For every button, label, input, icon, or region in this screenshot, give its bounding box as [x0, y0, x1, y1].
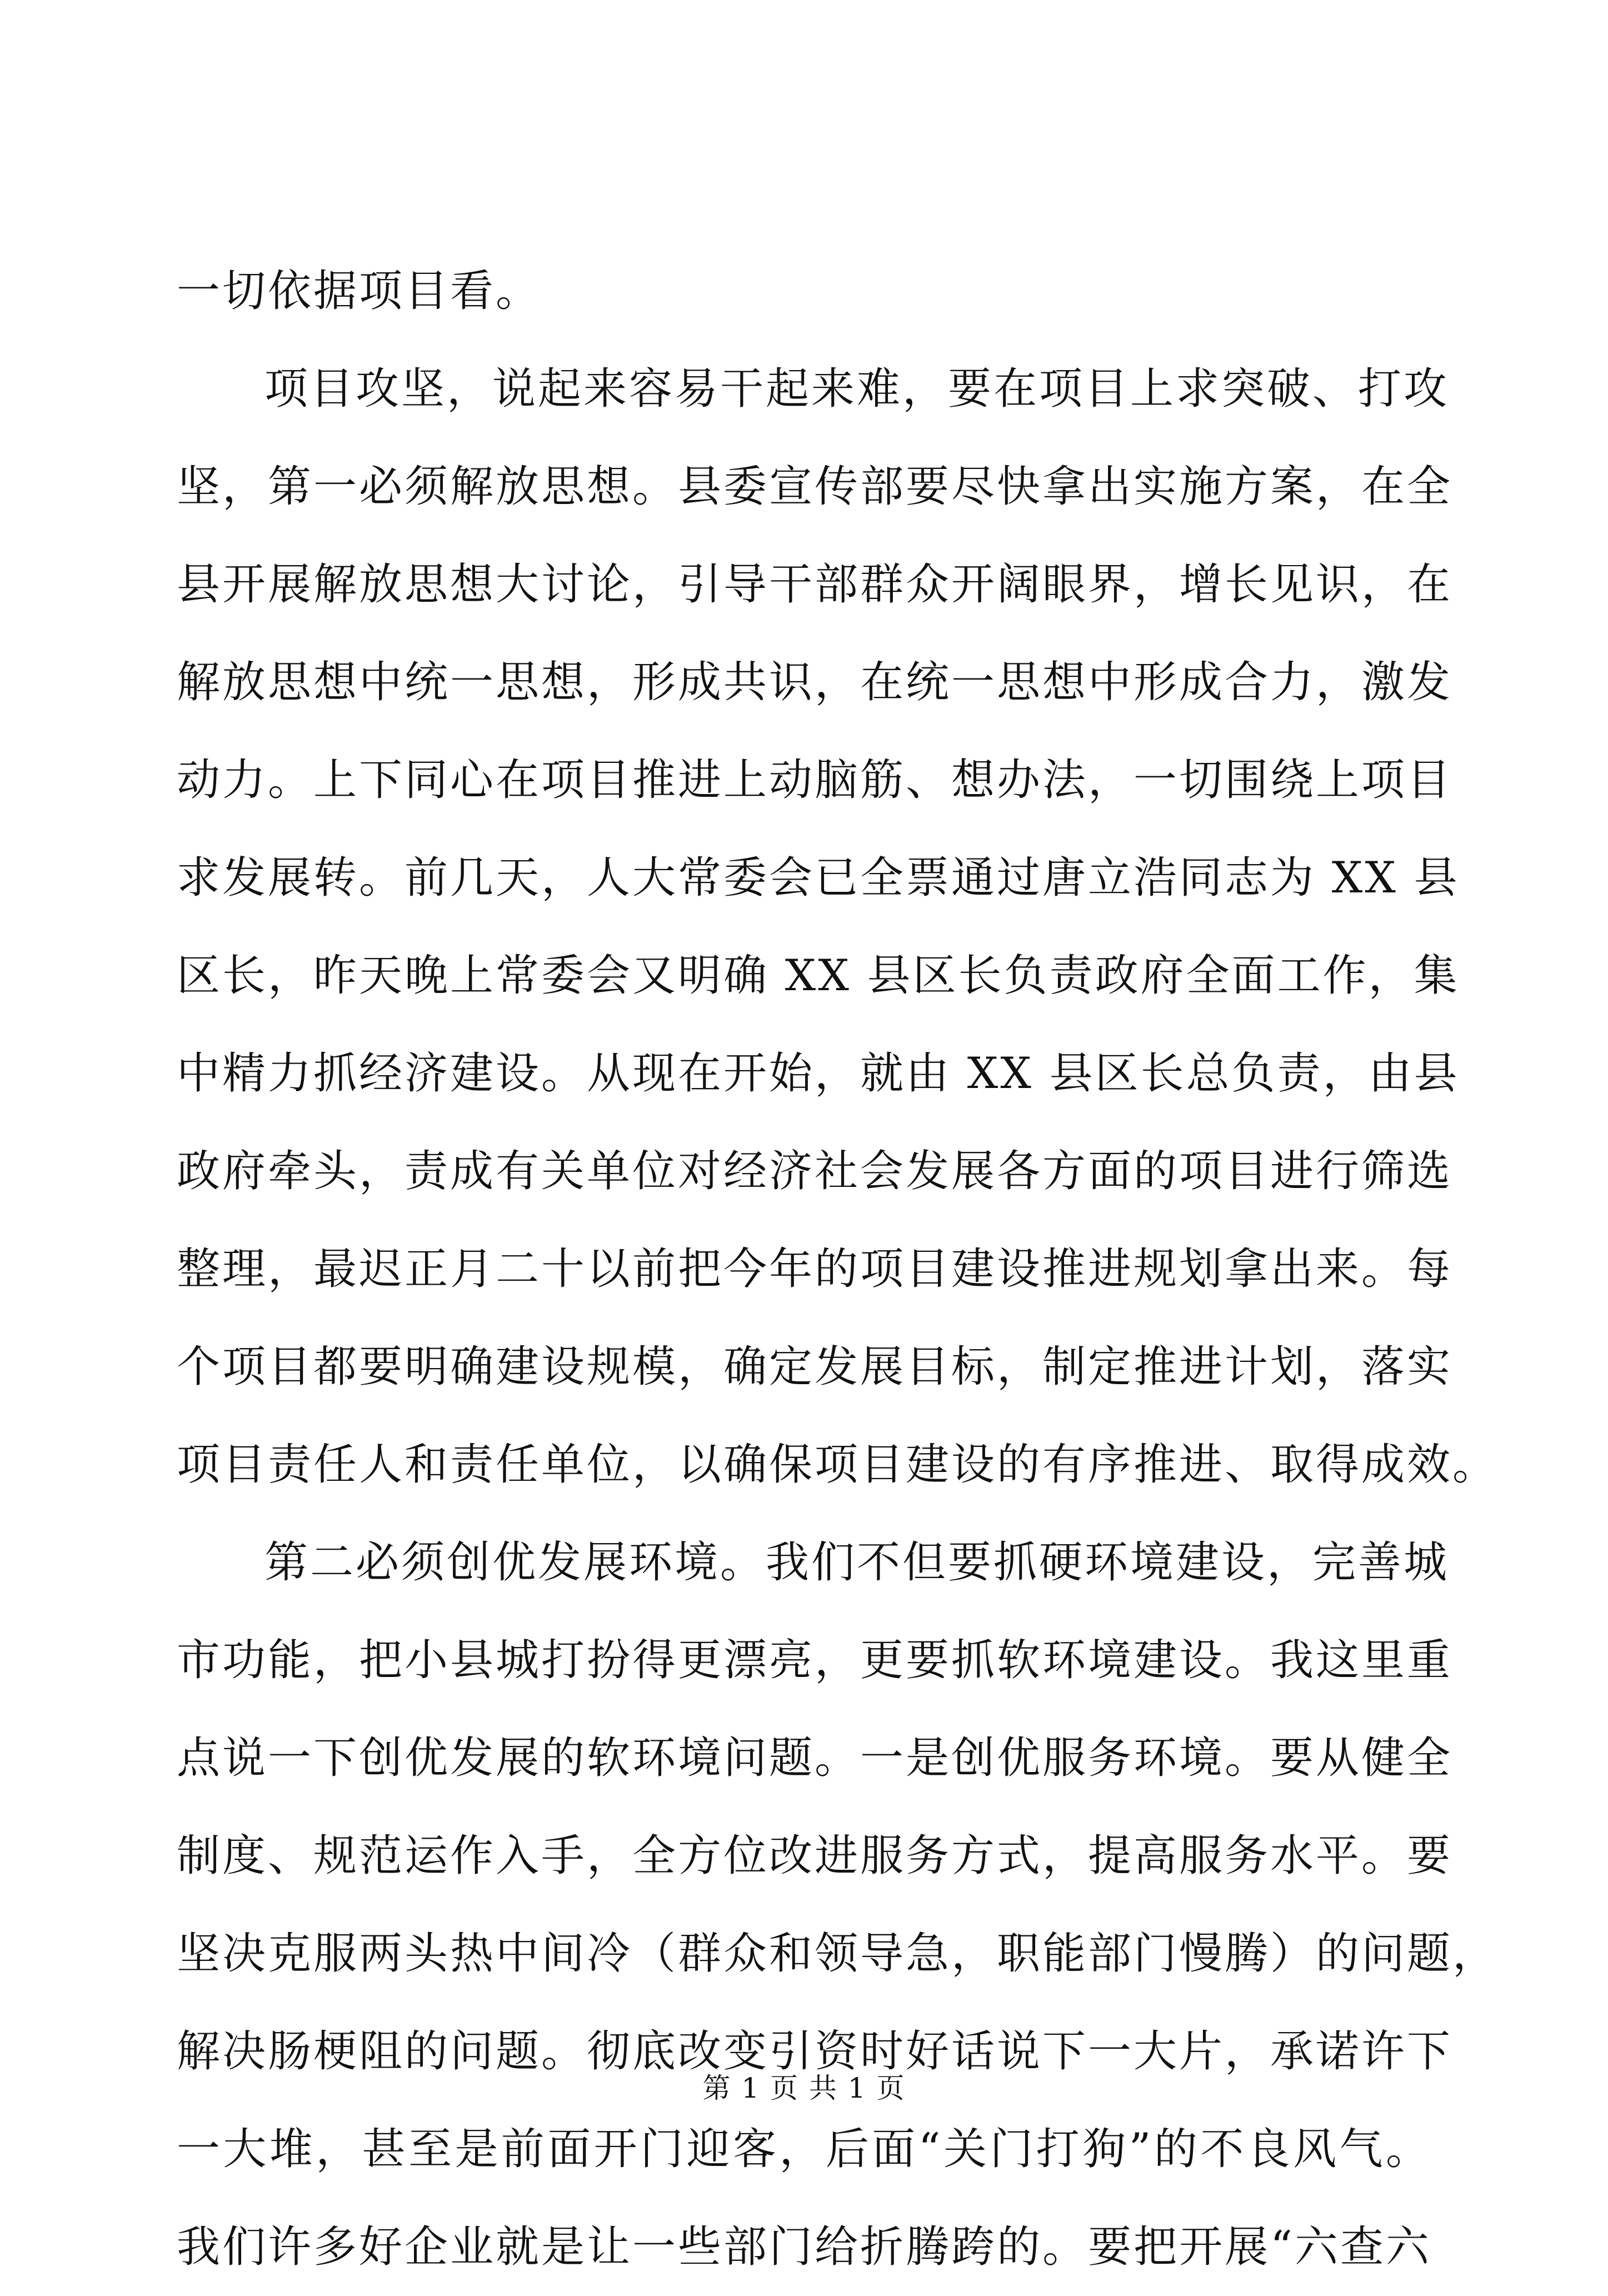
text-line: 点说一下创优发展的软环境问题。一是创优服务环境。要从健全 — [177, 1733, 1453, 1783]
text-line: 中精力抓经济建设。从现在开始，就由 XX 县区长总负责，由县 — [177, 1049, 1460, 1099]
body-text — [177, 242, 1499, 2296]
text-line: 一切依据项目看。 — [177, 266, 542, 316]
text-line: 项目责任人和责任单位，以确保项目建设的有序推进、取得成效。 — [177, 1440, 1499, 1490]
text-line: 一大堆，甚至是前面开门迎客，后面“关门打狗”的不良风气。 — [177, 2124, 1431, 2174]
text-line: 制度、规范运作入手，全方位改进服务方式，提高服务水平。要 — [177, 1831, 1453, 1881]
text-line: 整理，最迟正月二十以前把今年的项目建设推进规划拿出来。每 — [177, 1244, 1453, 1294]
text-line: 区长，昨天晚上常委会又明确 XX 县区长负责政府全面工作，集 — [177, 951, 1460, 1001]
text-line: 市功能，把小县城打扮得更漂亮，更要抓软环境建设。我这里重 — [177, 1635, 1453, 1685]
text-line: 个项目都要明确建设规模，确定发展目标，制定推进计划，落实 — [177, 1342, 1453, 1392]
text-line: 坚，第一必须解放思想。县委宣传部要尽快拿出实施方案，在全 — [177, 462, 1453, 512]
text-line: 县开展解放思想大讨论，引导干部群众开阔眼界，增长见识，在 — [177, 560, 1453, 610]
text-line: 求发展转。前几天，人大常委会已全票通过唐立浩同志为 XX 县 — [177, 853, 1460, 903]
text-line: 解决肠梗阻的问题。彻底改变引资时好话说下一大片，承诺许下 — [177, 2027, 1453, 2077]
text-line: 第二必须创优发展环境。我们不但要抓硬环境建设，完善城 — [264, 1538, 1450, 1588]
text-line: 政府牵头，责成有关单位对经济社会发展各方面的项目进行筛选 — [177, 1146, 1453, 1196]
text-line: 动力。上下同心在项目推进上动脑筋、想办法，一切围绕上项目 — [177, 755, 1453, 805]
text-line: 解放思想中统一思想，形成共识，在统一思想中形成合力，激发 — [177, 657, 1453, 707]
text-line: 我们许多好企业就是让一些部门给折腾跨的。要把开展“六查六 — [177, 2222, 1431, 2272]
text-line: 项目攻坚，说起来容易干起来难，要在项目上求突破、打攻 — [264, 364, 1450, 414]
text-line: 坚决克服两头热中间冷（群众和领导急，职能部门慢腾）的问题， — [177, 1929, 1499, 1979]
page-number-footer: 第 1 页 共 1 页 — [702, 2072, 906, 2104]
